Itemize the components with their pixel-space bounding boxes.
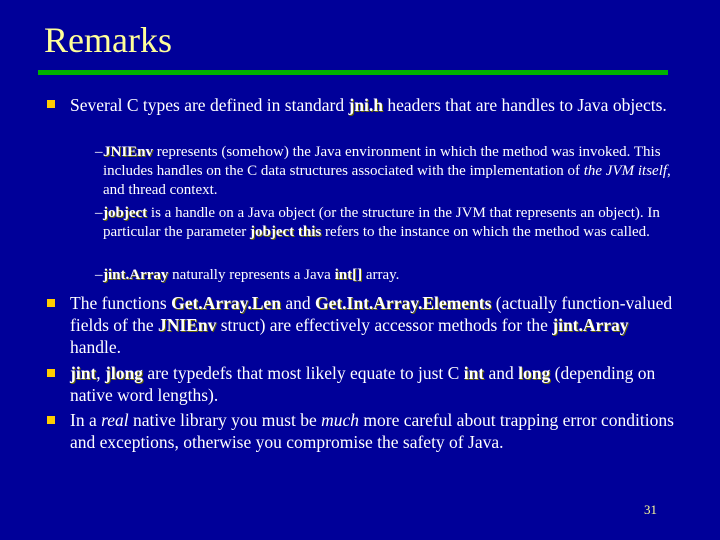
- bullet-1: [70, 94, 680, 116]
- code-int-array: int[]: [334, 267, 363, 283]
- slide-title: Remarks: [44, 20, 172, 60]
- sub-bullet-1-text-1: represents (somehow) the Java environment in which the method was invoked. This includes handles on the C data structures associated with the implementation of: [103, 144, 661, 179]
- bullet-3: [70, 362, 680, 406]
- bullet-2-text-5: handle.: [70, 337, 122, 357]
- bullet-4-italic-real: real: [101, 410, 129, 430]
- bullet-4-text-3: more careful about trapping error conditions and exceptions, otherwise you compromise the safety of Java.: [70, 410, 674, 452]
- dash-icon: –: [95, 267, 103, 283]
- diamond-bullet-icon: [45, 297, 57, 309]
- diamond-bullet-icon: [45, 414, 57, 426]
- bullet-2-text-3: (actually function-valued fields of the: [70, 293, 673, 335]
- code-jobject: jobject: [103, 205, 148, 221]
- bullet-3-text-3: and: [484, 363, 519, 383]
- code-jni-h: jni.h: [348, 95, 383, 115]
- code-jnienv: JNIEnv: [103, 144, 154, 160]
- bullet-3-text-1: ,: [96, 363, 105, 383]
- page-number: 31: [644, 502, 657, 517]
- sub-bullet-3: [95, 266, 683, 285]
- sub-bullet-3-text-2: array.: [362, 267, 400, 283]
- sub-bullet-1: [95, 143, 683, 200]
- code-jlong: jlong: [105, 363, 143, 383]
- code-int: int: [463, 363, 485, 383]
- bullet-1-text-2: headers that are handles to Java objects.: [382, 95, 667, 115]
- sub-bullet-3-text-1: naturally represents a Java: [168, 267, 335, 283]
- diamond-bullet-icon: [45, 367, 57, 379]
- bullet-4-text-1: In a: [70, 410, 102, 430]
- dash-icon: –: [95, 205, 103, 221]
- bullet-1-text-1: Several C types are defined in standard: [70, 95, 349, 115]
- code-jnienv-2: JNIEnv: [157, 315, 217, 335]
- bullet-3-text-4: (depending on native word lengths).: [70, 363, 656, 405]
- code-get-int-array-elements: Get.Int.Array.Elements: [314, 293, 492, 313]
- code-jint-array-2: jint.Array: [552, 315, 629, 335]
- code-get-array-len: Get.Array.Len: [171, 293, 281, 313]
- title-rule: [38, 70, 668, 75]
- bullet-2-text-2: and: [280, 293, 315, 313]
- sub-bullet-2: [95, 204, 683, 242]
- sub-bullet-2-text-1: is a handle on a Java object (or the structure in the JVM that represents an object). In particular the parameter: [103, 205, 660, 240]
- code-jobject-this: jobject this: [250, 224, 322, 240]
- sub-bullet-1-text-2: , and thread context.: [103, 163, 671, 198]
- bullet-2-text-1: The functions: [70, 293, 172, 313]
- bullet-2: [70, 292, 680, 358]
- sub-bullet-2-text-2: refers to the instance on which the method was called.: [321, 224, 650, 240]
- diamond-bullet-icon: [45, 98, 57, 110]
- bullet-4-text-2: native library you must be: [128, 410, 322, 430]
- dash-icon: –: [95, 144, 103, 160]
- bullet-3-text-2: are typedefs that most likely equate to just C: [142, 363, 464, 383]
- bullet-4: [70, 409, 680, 453]
- code-jint-array: jint.Array: [103, 267, 169, 283]
- sub-bullet-1-italic: the JVM itself: [583, 163, 668, 179]
- bullet-4-italic-much: much: [321, 410, 360, 430]
- code-long: long: [518, 363, 551, 383]
- bullet-2-text-4: struct) are effectively accessor methods for the: [216, 315, 553, 335]
- code-jint: jint: [70, 363, 97, 383]
